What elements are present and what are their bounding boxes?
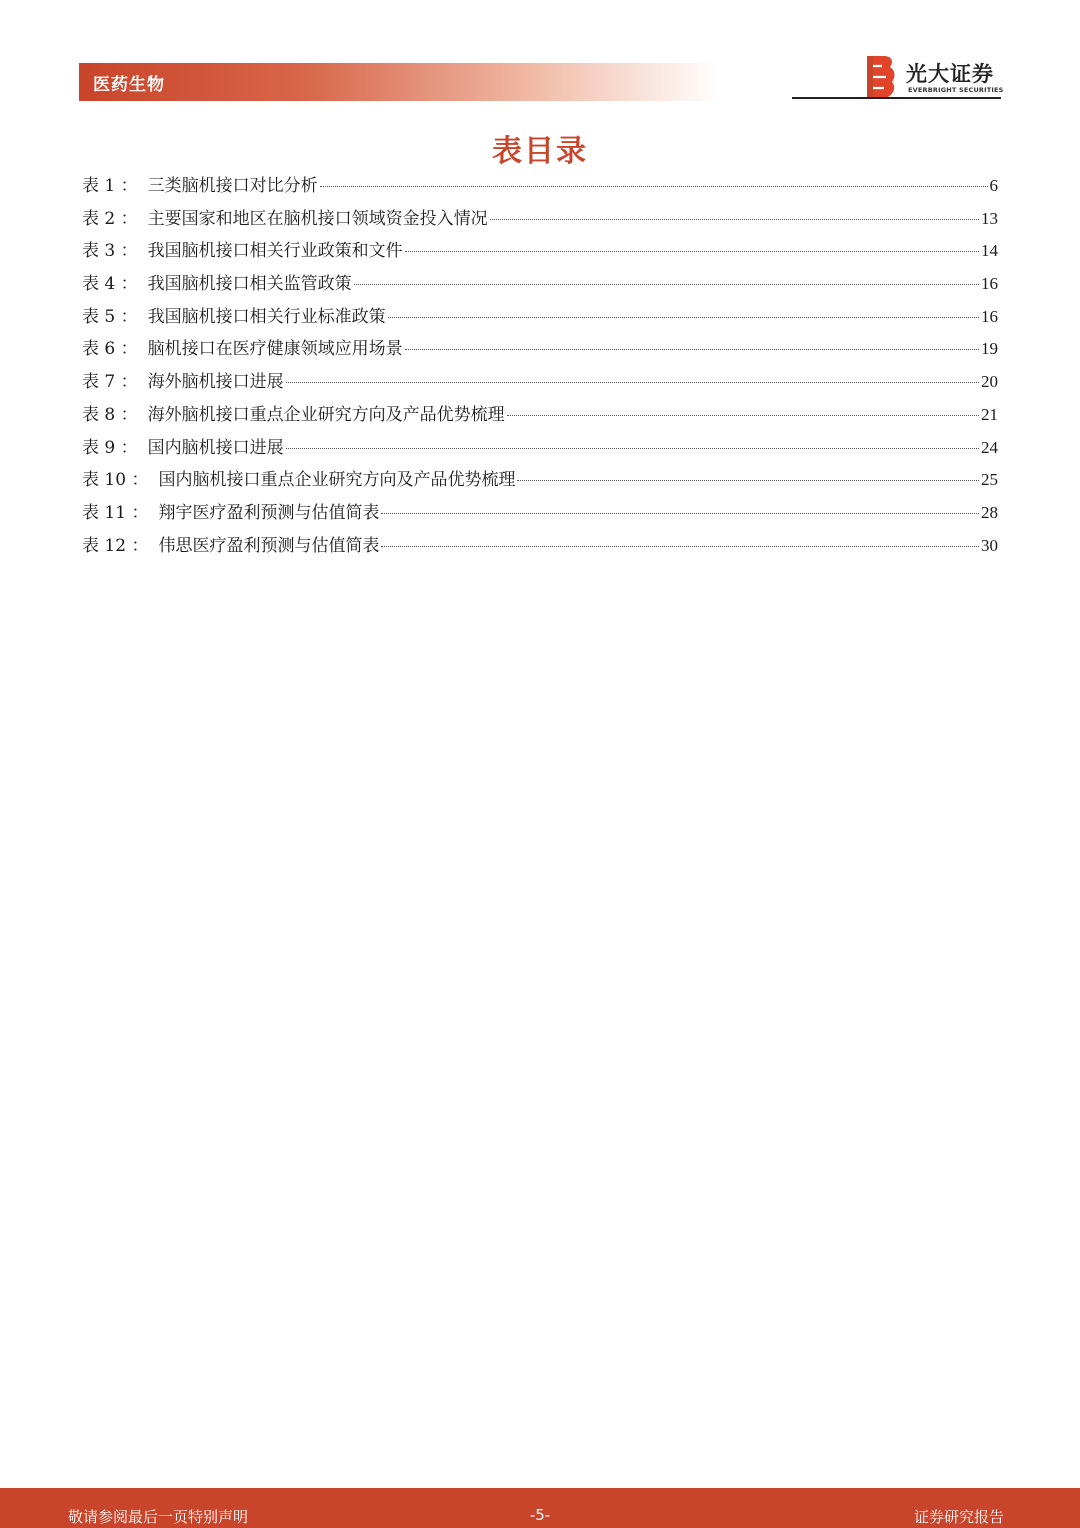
toc-entry[interactable] [82, 399, 998, 432]
toc-entry-title: 国内脑机接口重点企业研究方向及产品优势梳理 [158, 470, 516, 491]
toc-title: 表目录 [492, 134, 588, 169]
toc-entry-number: 表 1 ： [82, 176, 138, 196]
footer-report-type: 证券研究报告 [913, 1508, 1004, 1526]
toc-entry-title: 我国脑机接口相关行业政策和文件 [147, 241, 403, 262]
toc-entry-number: 表 5 ： [82, 306, 138, 327]
toc-entry-number: 表 6 ： [82, 339, 138, 360]
toc-leader-dots [405, 251, 979, 252]
footer-band [0, 1488, 1080, 1528]
toc-leader-dots [517, 480, 979, 481]
toc-entry[interactable] [82, 497, 998, 530]
toc-entry[interactable] [82, 268, 998, 301]
toc-entry-title: 翔宇医疗盈利预测与估值简表 [158, 502, 380, 523]
toc-entry-title: 脑机接口在医疗健康领域应用场景 [147, 339, 403, 360]
toc-entry-page: 19 [981, 339, 998, 359]
toc-entry-number: 表 4 ： [82, 274, 138, 295]
toc-entry-title: 我国脑机接口相关监管政策 [147, 274, 352, 295]
toc-entry-page: 20 [981, 372, 998, 392]
toc-entry-page: 30 [981, 535, 998, 555]
toc-entry-number: 表 2 ： [82, 208, 138, 229]
toc-entry-number: 表 7 ： [82, 372, 138, 393]
header-rule [792, 97, 1001, 99]
toc-leader-dots [320, 186, 988, 187]
toc-entry-title: 三类脑机接口对比分析 [147, 176, 318, 196]
toc-entry-title: 国内脑机接口进展 [147, 437, 284, 458]
company-logo [864, 56, 1004, 100]
toc-leader-dots [381, 513, 979, 514]
section-header-band [79, 63, 719, 101]
toc-entry-number: 表 8 ： [82, 404, 138, 425]
footer-disclaimer: 敬请参阅最后一页特别声明 [68, 1508, 249, 1526]
toc-entry-title: 主要国家和地区在脑机接口领域资金投入情况 [147, 208, 488, 229]
toc-leader-dots [388, 317, 979, 318]
toc-entry-number: 表 12 ： [82, 535, 149, 556]
toc-leader-dots [490, 219, 979, 220]
toc-entry-page: 16 [981, 306, 998, 326]
toc-leader-dots [507, 415, 979, 416]
toc-entry-title: 伟思医疗盈利预测与估值简表 [158, 535, 380, 556]
toc-entry-number: 表 10 ： [82, 470, 149, 491]
toc-leader-dots [286, 382, 979, 383]
logo-name-cn: 光大证券 [906, 62, 994, 86]
toc-entry-page: 24 [981, 437, 998, 457]
toc-entry-number: 表 11 ： [82, 502, 149, 523]
toc-entry[interactable] [82, 333, 998, 366]
toc-entry-page: 13 [981, 208, 998, 228]
toc-entry-title: 海外脑机接口重点企业研究方向及产品优势梳理 [147, 404, 505, 425]
toc-entry[interactable] [82, 170, 998, 203]
toc-entry[interactable] [82, 235, 998, 268]
toc-entry-page: 6 [989, 176, 998, 195]
toc-entry-page: 16 [981, 274, 998, 294]
toc-entry-page: 21 [981, 404, 998, 424]
toc-entry-number: 表 3 ： [82, 241, 138, 262]
toc-entry[interactable] [82, 366, 998, 399]
page-number: -5- [529, 1506, 551, 1524]
toc-entry[interactable] [82, 203, 998, 236]
logo-mark-icon [864, 56, 896, 98]
toc-leader-dots [354, 284, 979, 285]
logo-name-en: EVERBRIGHT SECURITIES [908, 86, 1004, 94]
section-label: 医药生物 [93, 75, 165, 95]
toc-entry-page: 25 [981, 470, 998, 490]
toc-entry-page: 14 [981, 241, 998, 261]
toc-entry[interactable] [82, 301, 998, 334]
toc-entry-title: 海外脑机接口进展 [147, 372, 284, 393]
toc-leader-dots [381, 546, 979, 547]
toc-list [82, 170, 998, 562]
toc-entry[interactable] [82, 432, 998, 465]
toc-entry-title: 我国脑机接口相关行业标准政策 [147, 306, 386, 327]
toc-entry[interactable] [82, 530, 998, 563]
toc-entry-page: 28 [981, 502, 998, 522]
toc-leader-dots [286, 448, 979, 449]
toc-entry-number: 表 9 ： [82, 437, 138, 458]
toc-leader-dots [405, 349, 979, 350]
toc-entry[interactable] [82, 464, 998, 497]
